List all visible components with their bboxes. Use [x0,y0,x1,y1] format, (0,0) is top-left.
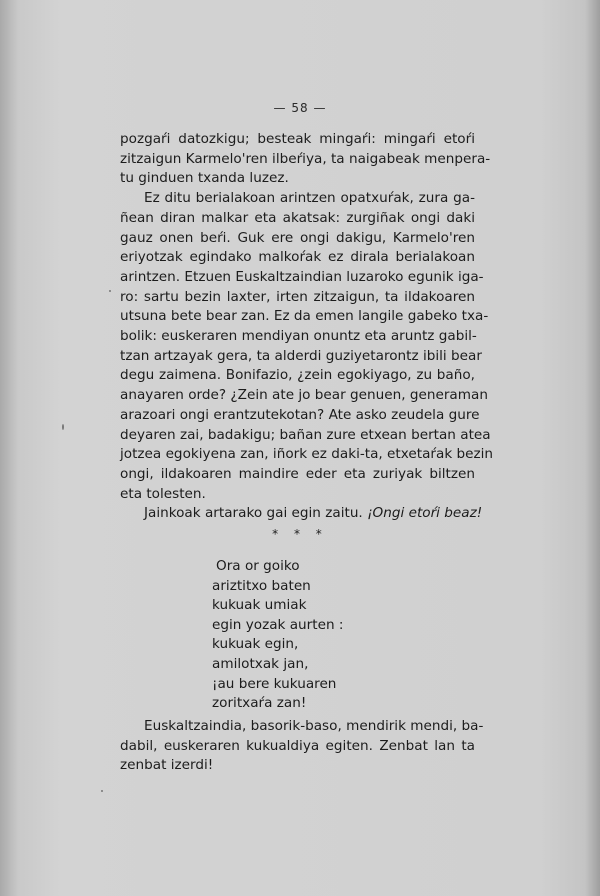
poem-line: kukuak umiak [212,597,307,614]
text-line: bolik: euskeraren mendiyan onuntz eta aruntz gabil- [120,328,477,345]
text-line: utsuna bete bear zan. Ez da emen langile gabeko txa- [120,308,489,325]
paragraph-1 [120,130,491,189]
text-line: degu zaimena. Bonifazio, ¿zein egokiyago, zu baño, [120,367,475,384]
paragraph-2 [120,189,494,504]
paper-speck [109,290,111,292]
text-line: eta tolesten. [120,485,206,502]
poem-line: ariztitxo baten [212,577,311,594]
text-line: anayaren orde? ¿Zein ate jo bear genuen, generaman [120,387,488,404]
poem-line: Ora or goiko [216,558,300,574]
poem [212,557,343,714]
text-line: ongi, ildakoaren maindire eder eta zuriyak biltzen [120,465,475,482]
text-line: ro: sartu bezin laxter, irten zitzaigun, ta ildakoaren [120,288,475,305]
text-line: zitzaigun Karmelo'ren ilbeŕiya, ta naigabeak menpera- [120,150,491,167]
text-line: tzan artzayak gera, ta alderdi guziyetarontz ibili bear [120,347,482,364]
text-line: zenbat izerdi! [120,757,214,774]
text-line: jotzea egokiyena zan, iñork ez daki-ta, etxetaŕak bezin [120,446,494,463]
closing-line [120,504,483,524]
paper-speck [101,790,103,792]
final-paragraph [120,717,484,776]
text-line: deyaren zai, badakigu; bañan zure etxean bertan atea [120,426,491,443]
closing-text: Jainkoak artarako gai egin zaitu. [144,505,363,522]
poem-line: kukuak egin, [212,636,299,653]
poem-line: zoritxaŕa zan! [212,695,307,712]
poem-line: ¡au bere kukuaren [212,675,337,692]
page-number: — 58 — [273,101,327,115]
main-text [120,130,494,524]
text-line: arazoari ongi erantzutekotan? Ate asko zeudela gure [120,406,480,423]
text-line: Ez ditu berialakoan arintzen opatxuŕak, zura ga- [144,190,475,207]
text-line: tu ginduen txanda luzez. [120,170,289,187]
text-line: dabil, euskeraren kukualdiya egiten. Zenbat lan ta [120,737,475,754]
text-line: ñean diran malkar eta akatsak: zurgiñak ongi daki [120,209,475,226]
text-line: eriyotzak egindako malkoŕak ez dirala berialakoan [120,249,475,266]
text-line: Euskaltzaindia, basorik-baso, mendirik mendi, ba- [144,718,484,734]
text-line: pozgaŕi datozkigu; besteak mingaŕi: mingaŕi etoŕi [120,131,475,147]
section-separator: * * * [272,527,328,541]
closing-emphasis: ¡Ongi etoŕi beaz! [367,505,483,522]
poem-line: egin yozak aurten : [212,616,344,633]
text-line: gauz onen beŕi. Guk ere ongi dakigu, Karmelo'ren [120,229,475,246]
paper-speck [62,424,64,430]
text-line: arintzen. Etzuen Euskaltzaindian luzaroko egunik iga- [120,268,484,285]
poem-line: amilotxak jan, [212,655,309,672]
